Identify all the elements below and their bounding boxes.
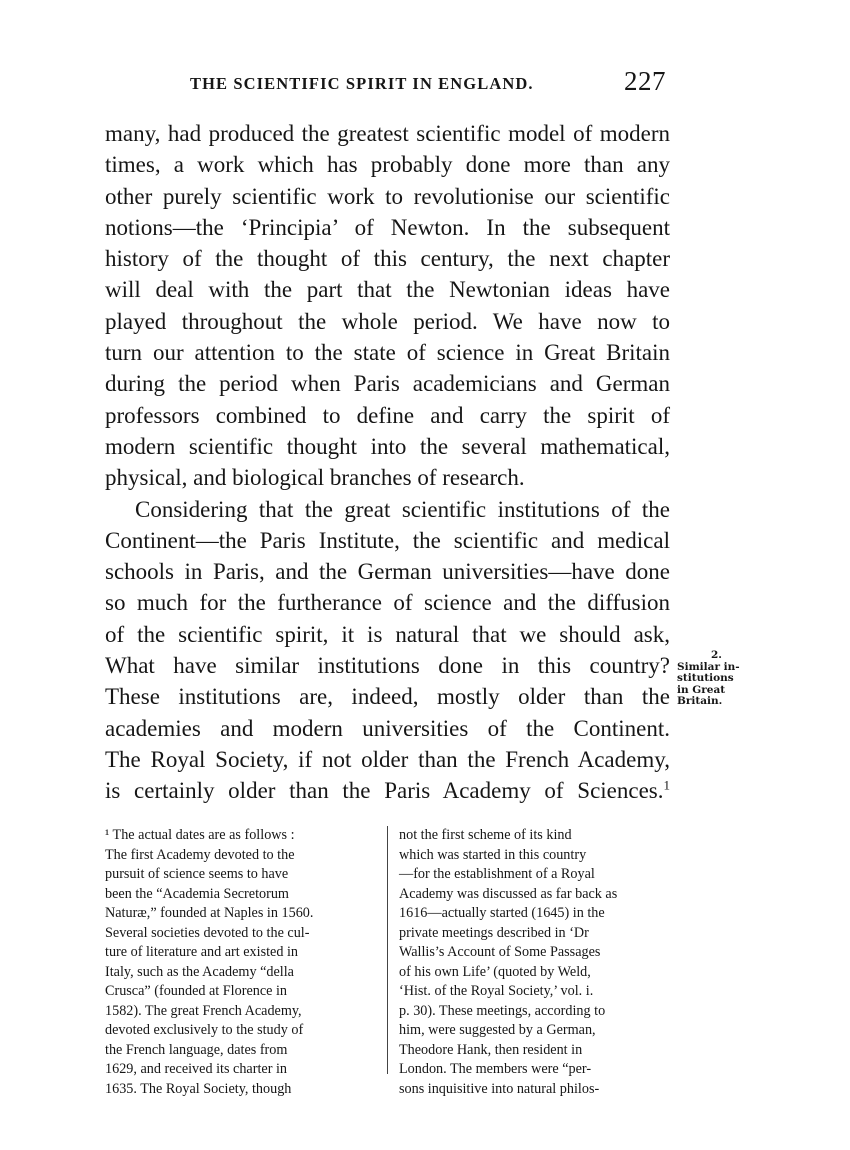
text-line: academies and modern universities of the Continent. — [105, 715, 670, 741]
footnote-line: p. 30). These meetings, according to — [399, 1002, 606, 1019]
footnote-line: 1635. The Royal Society, though — [105, 1080, 292, 1097]
margin-note-line: Similar in- — [677, 660, 740, 673]
footnote-line: The first Academy devoted to the — [105, 846, 295, 863]
footnote-line: which was started in this country — [399, 846, 587, 863]
text-line: What have similar institutions done in this country? — [105, 653, 670, 679]
text-line: times, a work which has probably done more than any — [105, 152, 670, 178]
margin-note-line: in Great — [677, 683, 726, 696]
footnote-line: 1616—actually started (1645) in the — [399, 905, 605, 921]
margin-note-line: Britain. — [677, 695, 723, 707]
margin-note — [677, 650, 757, 708]
footnote-line: devoted exclusively to the study of — [105, 1022, 304, 1038]
footnote-line: —for the establishment of a Royal — [399, 866, 595, 882]
text-line — [105, 775, 670, 806]
footnote-reference: 1 — [663, 777, 670, 793]
text-line: physical, and biological branches of research. — [105, 465, 525, 491]
footnote-line: the French language, dates from — [105, 1041, 288, 1058]
main-text — [105, 118, 670, 807]
page-number: 227 — [624, 66, 666, 96]
text-line: The Royal Society, if not older than the French Academy, — [105, 746, 670, 772]
text-line: Continent—the Paris Institute, the scientific and medical — [105, 527, 670, 553]
footnote-line: been the “Academia Secretorum — [105, 885, 289, 902]
text-line: Considering that the great scientific institutions of the — [135, 496, 670, 522]
text-line: played throughout the whole period. We have now to — [105, 308, 670, 334]
text-line: other purely scientific work to revolutionise our scientific — [105, 183, 670, 209]
text-line: turn our attention to the state of science in Great Britain — [105, 340, 670, 366]
page-header — [105, 66, 670, 100]
footnote-line: pursuit of science seems to have — [105, 866, 289, 882]
footnote-line: Italy, such as the Academy “della — [105, 963, 294, 980]
footnote-line: Crusca” (founded at Florence in — [105, 983, 288, 999]
footnote-line: 1629, and received its charter in — [105, 1061, 287, 1077]
margin-note-number: 2. — [711, 649, 722, 661]
text-line: schools in Paris, and the German universities—have done — [105, 559, 670, 585]
text-line: many, had produced the greatest scientific model of modern — [105, 121, 670, 146]
text-line: modern scientific thought into the several mathematical, — [105, 433, 670, 459]
footnote-line: of his own Life’ (quoted by Weld, — [399, 963, 591, 980]
footnote-line: private meetings described in ‘Dr — [399, 924, 589, 941]
text-line: history of the thought of this century, the next chapter — [105, 246, 670, 272]
footnote-column-divider — [387, 826, 388, 1074]
footnote-line: Several societies devoted to the cul- — [105, 924, 310, 941]
footnote-line: Theodore Hank, then resident in — [399, 1041, 583, 1058]
footnote-line: him, were suggested by a German, — [399, 1022, 596, 1038]
margin-note-line: stitutions — [677, 672, 734, 684]
running-title: THE SCIENTIFIC SPIRIT IN ENGLAND. — [190, 74, 534, 93]
text-line: These institutions are, indeed, mostly older than the — [105, 684, 670, 710]
text-line-content: is certainly older than the Paris Academy of Sciences. — [105, 778, 664, 804]
footnote-line: sons inquisitive into natural philos- — [399, 1080, 600, 1097]
footnote-line: ¹ The actual dates are as follows : — [105, 827, 295, 843]
footnote-line: Academy was discussed as far back as — [399, 885, 618, 902]
text-line: so much for the furtherance of science and the diffusion — [105, 590, 670, 616]
text-line: during the period when Paris academicians and German — [105, 371, 670, 397]
footnote-line: London. The members were “per- — [399, 1061, 592, 1077]
text-line: professors combined to define and carry the spirit of — [105, 402, 670, 428]
footnote-line: Wallis’s Account of Some Passages — [399, 944, 601, 960]
footnote-right-column — [399, 826, 669, 1099]
footnote-line: 1582). The great French Academy, — [105, 1002, 302, 1019]
footnote-line: Naturæ,” founded at Naples in 1560. — [105, 905, 314, 921]
footnote-line: ‘Hist. of the Royal Society,’ vol. i. — [399, 983, 594, 999]
footnote-left-column — [105, 826, 377, 1099]
text-line: of the scientific spirit, it is natural that we should ask, — [105, 621, 670, 647]
text-line: will deal with the part that the Newtonian ideas have — [105, 277, 670, 303]
footnote-line: not the first scheme of its kind — [399, 827, 572, 843]
text-line: notions—the ‘Principia’ of Newton. In the subsequent — [105, 214, 670, 240]
footnote-line: ture of literature and art existed in — [105, 944, 299, 960]
